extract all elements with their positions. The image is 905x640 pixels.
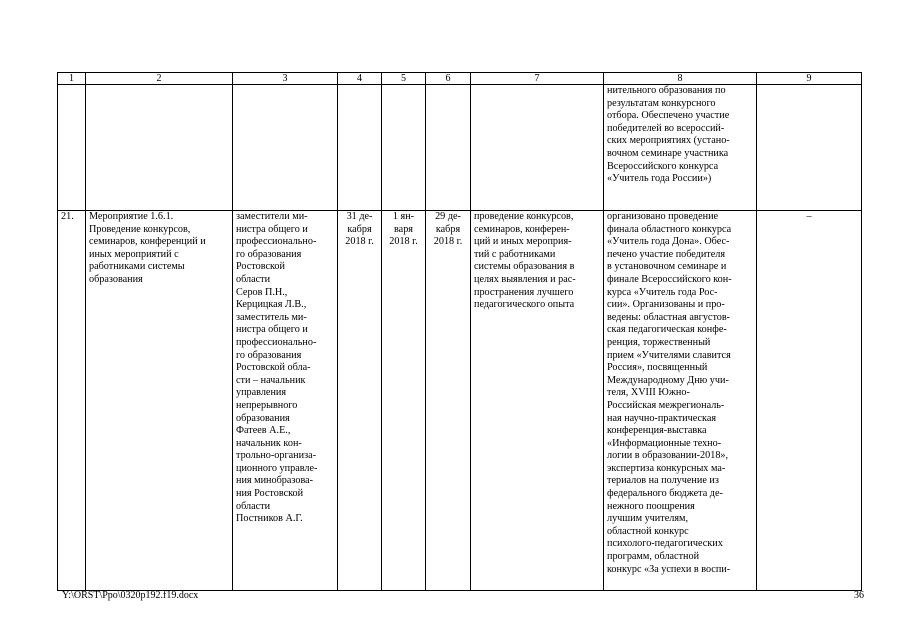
- header-col-4: 4: [338, 73, 382, 85]
- cell-actual-result: организовано проведение финала областного конкурса «Учитель года Дона». Обес- печено участие победителя в установочном семинаре и финале Всероссийского кон- курса «Учитель года Рос- сии». Организованы и про- ведены: областная августов- ская педагогическая конфе- ренция, торжественный прием «Учителями славится Россия», посвященный Международному Дню учи- теля, XVIII Южно- Российская межрегиональ- ная научно-практическая конференция-выставка «Информационные техно- логии в образовании-2018», экспертиза конкурсных ма- териалов на получение из федерального бюджета де- нежного поощрения лучшим учителям, областной конкурс психолого-педагогических программ, областной конкурс «За успехи в воспи-: [604, 211, 757, 591]
- cell-date-planned: 31 де- кабря 2018 г.: [338, 211, 382, 591]
- header-col-5: 5: [382, 73, 426, 85]
- cell-event-name: Мероприятие 1.6.1. Проведение конкурсов, семинаров, конференций и иных мероприятий с работниками системы образования: [86, 211, 233, 591]
- cell-note: –: [757, 211, 862, 591]
- header-col-6: 6: [426, 73, 471, 85]
- cell-empty: [426, 85, 471, 211]
- header-col-2: 2: [86, 73, 233, 85]
- cell-date-end: 29 де- кабря 2018 г.: [426, 211, 471, 591]
- cell-empty: [86, 85, 233, 211]
- column-number-header-row: [58, 73, 862, 85]
- header-col-3: 3: [233, 73, 338, 85]
- cell-responsible: заместители ми- нистра общего и профессионально- го образования Ростовской области Серов П.Н., Керцицкая Л.В., заместитель ми- нистра общего и профессионально- го образования Ростовской обла- сти – начальник управления непрерывного образования Фатеев А.Е., начальник кон- трольно-организа- ционного управле- ния минобразова- ния Ростовской области Постников А.Г.: [233, 211, 338, 591]
- cell-empty: [338, 85, 382, 211]
- cell-actual-result-continued: нительного образования по результатам конкурсного отбора. Обеспечено участие победителей во всероссий- ских мероприятиях (устано- вочном семинаре участника Всероссийского конкурса «Учитель года России»): [604, 85, 757, 211]
- report-table: [57, 72, 862, 591]
- cell-empty: [233, 85, 338, 211]
- table-row-21: [58, 211, 862, 591]
- cell-empty: [382, 85, 426, 211]
- header-col-1: 1: [58, 73, 86, 85]
- footer-file-path: Y:\ORST\Ppo\0320p192.f19.docx: [62, 590, 199, 601]
- footer-page-number: 36: [854, 590, 864, 601]
- cell-empty: [471, 85, 604, 211]
- cell-empty: [757, 85, 862, 211]
- cell-empty: [58, 85, 86, 211]
- cell-row-number: 21.: [58, 211, 86, 591]
- cell-date-start: 1 ян- варя 2018 г.: [382, 211, 426, 591]
- header-col-9: 9: [757, 73, 862, 85]
- header-col-7: 7: [471, 73, 604, 85]
- cell-expected-result: проведение конкурсов, семинаров, конферен- ций и иных мероприя- тий с работниками системы образования в целях выявления и рас- пространения лучшего педагогического опыта: [471, 211, 604, 591]
- header-col-8: 8: [604, 73, 757, 85]
- table-row-continuation: [58, 85, 862, 211]
